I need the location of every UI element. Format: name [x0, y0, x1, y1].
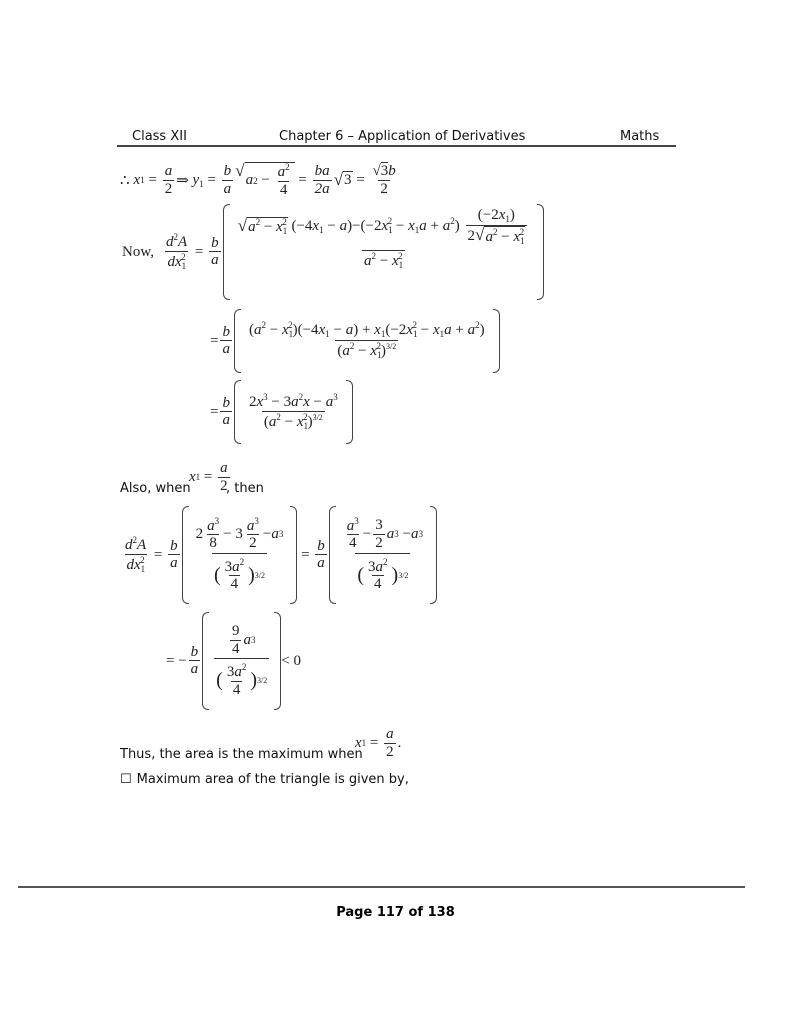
implies-symbol: ⇒ [176, 172, 189, 189]
conclusion-x1: x 1 = $\frac{a}{2}$ . [355, 726, 402, 760]
conclusion-text: Thus, the area is the maximum when [120, 747, 363, 762]
fraction: $\frac{√3b}{2}$ [372, 163, 396, 197]
left-brace [223, 204, 230, 300]
var-x: x [133, 171, 141, 188]
equation-step-2: = $\frac{b}{a}$ $\frac{(a^2 - x_1^2)(-4x_1 - a) + x_1(-2x_1^2 - x_1a + a^2)}{(a^2 - x_1^2)^{3/2}}$ [210, 309, 500, 373]
header-subject: Maths [620, 129, 660, 144]
fraction: $\frac{a}{2}$ [164, 163, 173, 197]
fraction: $\frac{b}{a}$ [223, 163, 232, 197]
equation-evaluated: $\frac{d^2A}{dx_1^2}$ = $\frac{b}{a}$ 2 $\frac{a^3}{8}$ − 3 $\frac{a^3}{2}$ − a 3 ( $\frac{3a^2}{4}$ ) 3/2 = $\frac{b}{a}$ $\frac{a^3}{4}$ − $\frac{3}{2}$ a 3 − a 3 ( $\frac{3a^2}{4}$ ) 3/2 [121, 506, 437, 604]
right-brace [537, 204, 544, 300]
header-class: Class XII [132, 129, 187, 144]
header-rule [117, 145, 676, 147]
equation-negative-result: = − $\frac{b}{a}$ $\frac{9}{4}$ a 3 ( $\frac{3a^2}{4}$ ) 3/2 < 0 [166, 612, 301, 710]
also-when-suffix: , then [226, 481, 264, 496]
sqrt: √ a 2 − $\frac{a^2}{4}$ [235, 162, 294, 199]
condition-x1: x 1 = $\frac{a}{2}$ [189, 460, 228, 494]
also-when-prefix: Also, when [120, 481, 191, 496]
bullet-text: Maximum area of the triangle is given by, [136, 772, 409, 787]
less-than-zero: < 0 [281, 652, 301, 669]
footer-rule [18, 886, 745, 888]
equation-x1-y1: ∴ x 1 = $\frac{a}{2}$ ⇒ $y_1$ = $\frac{b}{a}$ √ a 2 − $\frac{a^2}{4}$ = $\frac{ba}{2a}$ √ 3 = $\frac{√3b}{2}$ [120, 161, 396, 198]
header-chapter: Chapter 6 – Application of Derivatives [279, 129, 526, 144]
fraction: $\frac{ba}{2a}$ [314, 163, 330, 197]
bullet-line [120, 772, 409, 787]
equation-step-3: = $\frac{b}{a}$ $\frac{2x^3 - 3a^2x - a^3}{(a^2 - x_1^2)^{3/2}}$ [210, 380, 353, 444]
now-label: Now, [122, 243, 154, 260]
equation-second-derivative: Now, $\frac{d^2A}{dx_1^2}$ = $\frac{b}{a}$ √ $a^2 - x_1^2$ $(-4x_1 - a)-(-2x_1^2 - x_1a + a^2)$ $(-2x_1)$ 2 √ $a^2 - x_1^2$ $a^2 - x_1^2$ [122, 204, 544, 300]
therefore-symbol: ∴ [120, 172, 130, 189]
checkbox-bullet-icon: ☐ [120, 772, 132, 787]
page-number: Page 117 of 138 [336, 905, 455, 920]
